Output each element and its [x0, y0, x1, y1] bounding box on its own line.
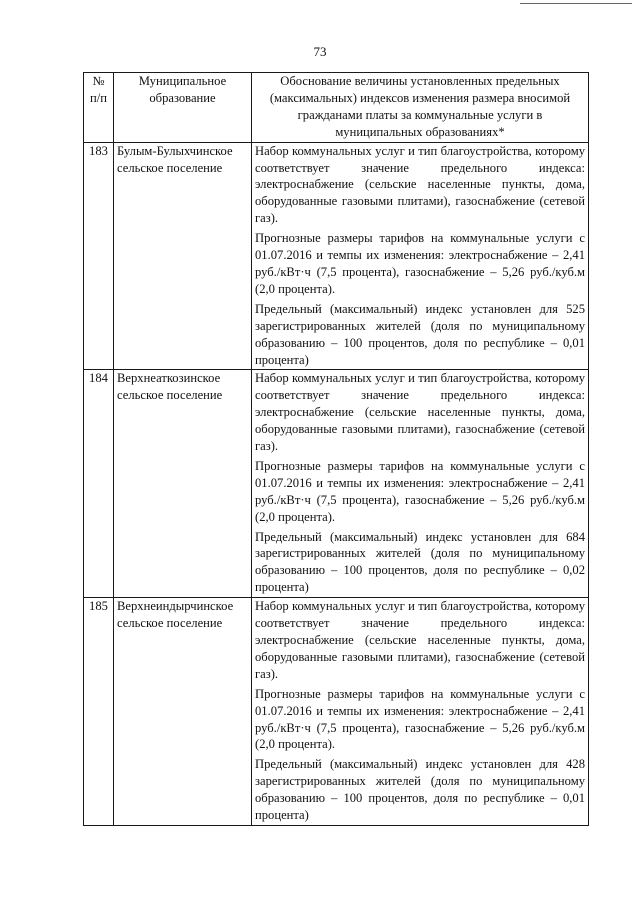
table-row — [84, 370, 589, 598]
tariffs-paragraph: Прогнозные размеры тарифов на коммунальные услуги с 01.07.2016 и темпы их изменения: электроснабжение – 2,41 руб./кВт·ч (7,5 процента), газоснабжение – 5,26 руб./куб.м (2,0 процента). — [255, 686, 585, 752]
municipality-name: Верхнеиндырчинское сельское поселение — [114, 598, 252, 826]
tariffs-paragraph: Прогнозные размеры тарифов на коммунальные услуги с 01.07.2016 и темпы их изменения: электроснабжение – 2,41 руб./кВт·ч (7,5 процента), газоснабжение – 5,26 руб./куб.м (2,0 процента). — [255, 458, 585, 524]
municipality-name: Булым-Булыхчинское сельское поселение — [114, 142, 252, 370]
top-edge-rule — [520, 3, 632, 4]
header-num: № п/п — [84, 73, 114, 143]
row-number: 185 — [84, 598, 114, 826]
row-number: 184 — [84, 370, 114, 598]
tariffs-paragraph: Прогнозные размеры тарифов на коммунальные услуги с 01.07.2016 и темпы их изменения: электроснабжение – 2,41 руб./кВт·ч (7,5 процента), газоснабжение – 5,26 руб./куб.м (2,0 процента). — [255, 231, 585, 296]
row-number: 183 — [84, 142, 114, 370]
table-row — [84, 142, 589, 370]
index-paragraph: Предельный (максимальный) индекс установлен для 525 зарегистрированных жителей (доля по муниципальному образованию – 100 процентов, доля по республике – 0,01 процента) — [255, 301, 585, 367]
index-paragraph: Предельный (максимальный) индекс установлен для 684 зарегистрированных жителей (доля по муниципальному образованию – 100 процентов, доля по республике – 0,02 процента) — [255, 529, 585, 595]
justification-cell — [252, 598, 589, 826]
index-paragraph: Предельный (максимальный) индекс установлен для 428 зарегистрированных жителей (доля по муниципальному образованию – 100 процентов, доля по республике – 0,01 процента) — [255, 757, 585, 823]
table-row — [84, 598, 589, 826]
municipality-name: Верхнеаткозинское сельское поселение — [114, 370, 252, 598]
page-number: 73 — [313, 44, 327, 59]
header-justification: Обоснование величины установленных предельных (максимальных) индексов изменения размера вносимой гражданами платы за коммунальные услуги в муниципальных образованиях* — [252, 73, 589, 143]
justification-cell — [252, 370, 589, 598]
services-paragraph: Набор коммунальных услуг и тип благоустройства, которому соответствует значение предельного индекса: электроснабжение (сельские населенные пункты, дома, оборудованные газовыми плитами), газоснабжение (сетевой газ). — [255, 599, 585, 681]
justification-cell — [252, 142, 589, 370]
table-header-row — [84, 73, 589, 143]
services-paragraph: Набор коммунальных услуг и тип благоустройства, которому соответствует значение предельного индекса: электроснабжение (сельские населенные пункты, дома, оборудованные газовыми плитами), газоснабжение (сетевой газ). — [255, 143, 585, 226]
services-paragraph: Набор коммунальных услуг и тип благоустройства, которому соответствует значение предельного индекса: электроснабжение (сельские населенные пункты, дома, оборудованные газовыми плитами), газоснабжение (сетевой газ). — [255, 371, 585, 454]
index-table — [83, 72, 589, 826]
header-municipality: Муниципальное образование — [114, 73, 252, 143]
